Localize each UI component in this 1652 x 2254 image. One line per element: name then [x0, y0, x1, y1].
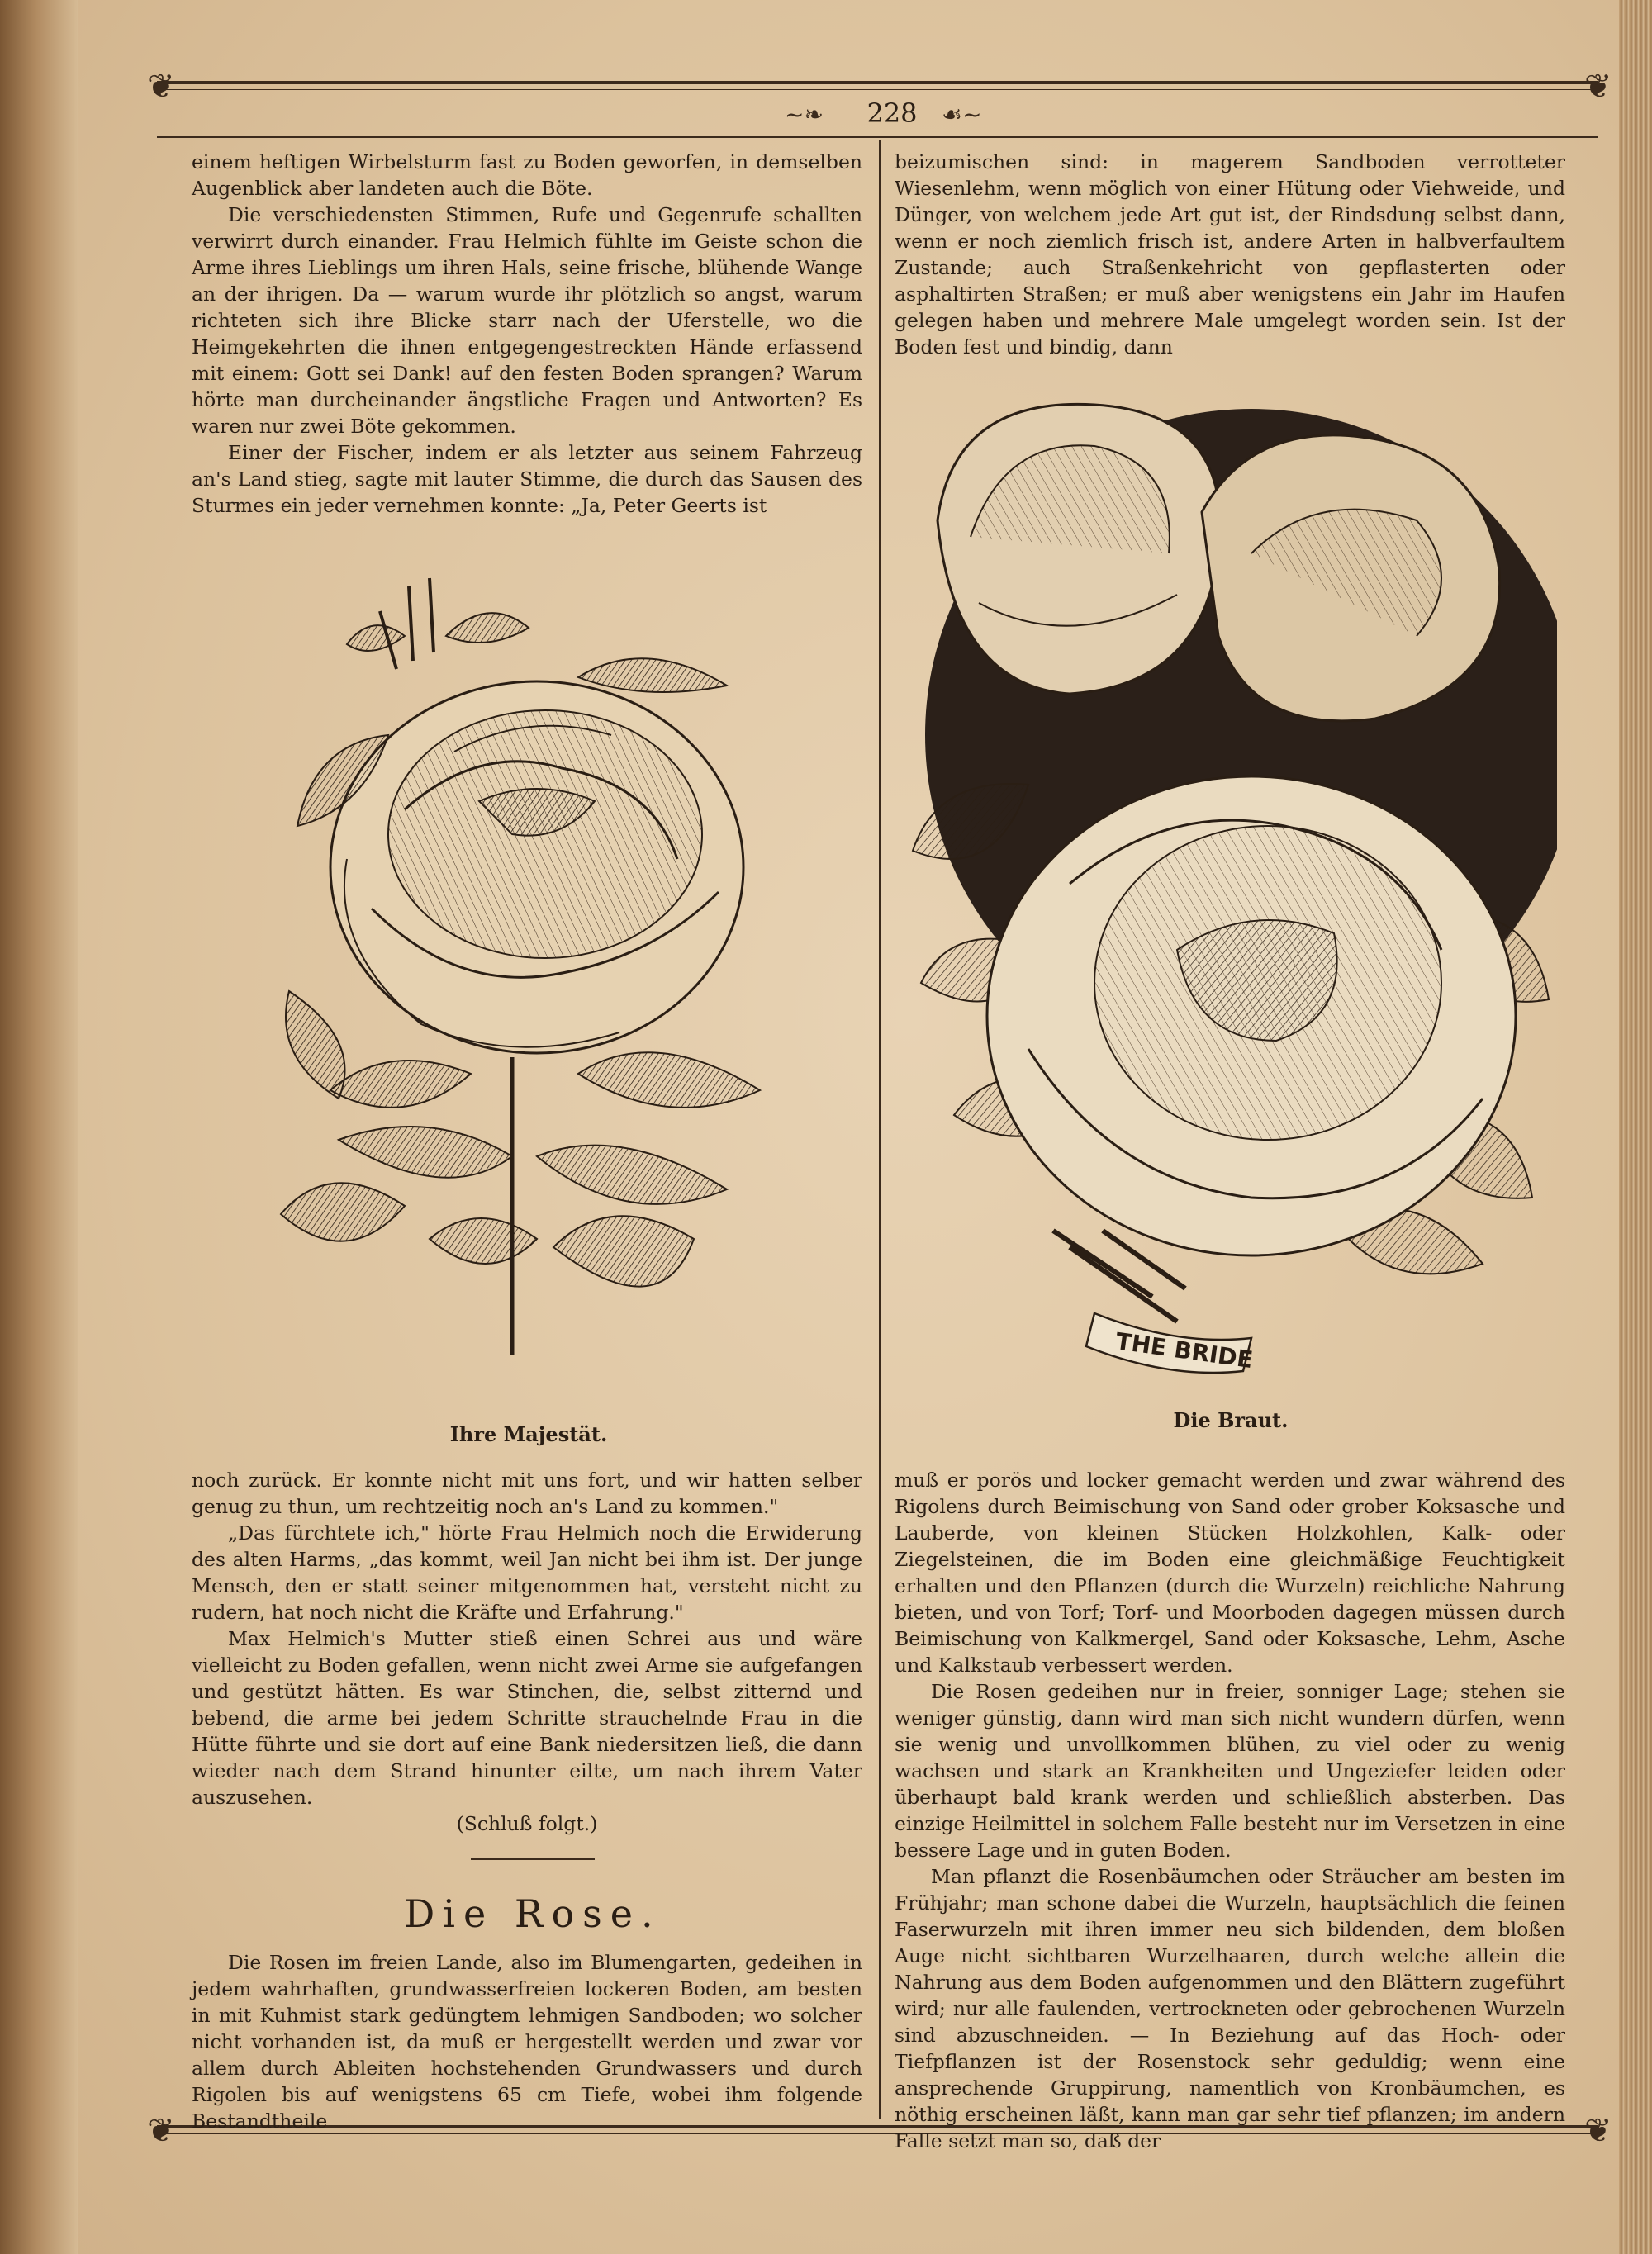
paragraph: noch zurück. Er konnte nicht mit uns fort, und wir hatten selber genug zu thun, um rechtzeitig noch an's Land zu kommen."	[192, 1469, 862, 1518]
corner-ornament-icon: ❦	[147, 2112, 175, 2150]
left-column-section-text	[192, 1949, 862, 2134]
page-edges	[1619, 0, 1652, 2254]
figure-caption-majesty: Ihre Majestät.	[449, 1422, 608, 1446]
corner-ornament-icon: ❦	[1584, 2112, 1612, 2150]
paragraph: Einer der Fischer, indem er als letzter aus seinem Fahrzeug an's Land stieg, sagte mit lauter Stimme, die durch das Sausen des Sturmes ein jeder vernehmen konnte: „Ja, Peter Geerts ist	[192, 441, 862, 517]
paragraph: „Das fürchtete ich," hörte Frau Helmich noch die Erwiderung des alten Harms, „das kommt, weil Jan nicht bei ihm ist. Der junge Mensch, den er statt seiner mitgenommen hat, versteht nicht zu rudern, hat noch nicht die Kräfte und Erfahrung."	[192, 1521, 862, 1624]
page-number: 228	[866, 97, 918, 129]
figure-ribbon-label: THE BRIDE	[1113, 1327, 1255, 1374]
paragraph: muß er porös und locker gemacht werden und zwar während des Rigolens durch Beimischung von Sand oder grober Koksasche und Lauberde, von kleinen Stücken Holzkohlen, Kalk- oder Ziegelsteinen, die im Boden eine gleichmäßige Feuchtigkeit erhalten und den Pflanzen (durch die Wurzeln) reichliche Nahrung bieten, und von Torf; Torf- und Moorboden dagegen müssen durch Beimischung von Kalkmergel, Sand oder Koksasche, Lehm, Asche und Kalkstaub verbessert werden.	[895, 1469, 1565, 1677]
paragraph: Max Helmich's Mutter stieß einen Schrei aus und wäre vielleicht zu Boden gefallen, wenn nicht zwei Arme sie aufgefangen und gestützt hätten. Es war Stinchen, die, selbst zitternd und bebend, die arme bei jedem Schritte strauchelnde Frau in die Hütte führte und sie dort auf eine Bank niedersitzen ließ, die dann wieder nach dem Strand hinunter eilte, um nach ihrem Vater auszusehen.	[192, 1627, 862, 1809]
header-rule	[157, 136, 1598, 138]
top-border-rule	[157, 81, 1598, 84]
right-column-top-text	[895, 149, 1565, 360]
corner-ornament-icon: ❦	[147, 68, 175, 106]
header-ornament-icon: ☙~	[942, 101, 982, 128]
figure-caption-bride: Die Braut.	[1173, 1408, 1289, 1432]
paragraph: einem heftigen Wirbelsturm fast zu Boden geworfen, in demselben Augenblick aber landeten auch die Böte.	[192, 150, 862, 200]
book-spine-shadow	[0, 0, 78, 2254]
end-note: (Schluß folgt.)	[456, 1812, 598, 1835]
header-ornament-icon: ~❧	[785, 101, 824, 128]
left-column-bottom-text	[192, 1467, 862, 1837]
paragraph: Die verschiedensten Stimmen, Rufe und Gegenrufe schallten verwirrt durch einander. Frau Helmich fühlte im Geiste schon die Arme ihres Lieblings um ihren Hals, seine frische, blühende Wange an der ihrigen. Da — warum wurde ihr plötzlich so angst, warum richteten sich ihre Blicke starr nach der Uferstelle, wo die Heimgekehrten die ihnen entgegengestreckten Hände erfassend mit einem: Gott sei Dank! auf den festen Boden sprangen? Warum hörte man durcheinander ängstliche Fragen und Antworten? Es waren nur zwei Böte gekommen.	[192, 203, 862, 438]
rose-illustration-bride	[904, 388, 1557, 1404]
section-separator	[471, 1858, 595, 1860]
left-column-top-text	[192, 149, 862, 519]
paragraph: Die Rosen im freien Lande, also im Blumengarten, gedeihen in jedem wahrhaften, grundwasserfreien lockeren Boden, am besten in mit Kuhmist stark gedüngtem lehmigen Sandboden; wo solcher nicht vorhanden ist, da muß er hergestellt werden und zwar vor allem durch Ableiten hochstehenden Grundwassers und durch Rigolen bis auf wenigstens 65 cm Tiefe, wobei ihm folgende Bestandtheile	[192, 1951, 862, 2133]
top-border-rule-thin	[157, 89, 1598, 90]
section-title: Die Rose.	[404, 1891, 662, 1936]
column-divider	[879, 140, 881, 2119]
corner-ornament-icon: ❦	[1584, 68, 1612, 106]
right-column-bottom-text	[895, 1467, 1565, 2154]
rose-illustration-majesty	[264, 562, 793, 1396]
paragraph: Die Rosen gedeihen nur in freier, sonniger Lage; stehen sie weniger günstig, dann wird man sich nicht wundern dürfen, wenn sie wenig und unvollkommen blühen, zu viel oder zu wenig wachsen und stark an Krankheiten und Ungeziefer leiden oder überhaupt bald krank werden und schließlich absterben. Das einzige Heilmittel in solchem Falle besteht nur im Versetzen in eine bessere Lage und in guten Boden.	[895, 1680, 1565, 1862]
paragraph: beizumischen sind: in magerem Sandboden verrotteter Wiesenlehm, wenn möglich von einer Hütung oder Viehweide, und Dünger, von welchem jede Art gut ist, der Rindsdung selbst dann, wenn er noch ziemlich frisch ist, andere Arten in halbverfaultem Zustande; auch Straßenkehricht von gepflasterten oder asphaltirten Straßen; er muß aber wenigstens ein Jahr im Haufen gelegen haben und mehrere Male umgelegt worden sein. Ist der Boden fest und bindig, dann	[895, 150, 1565, 358]
paragraph: Man pflanzt die Rosenbäumchen oder Sträucher am besten im Frühjahr; man schone dabei die Wurzeln, hauptsächlich die feinen Faserwurzeln mit ihren immer neu sich bildenden, dem bloßen Auge nicht sichtbaren Wurzelhaaren, durch welche allein die Nahrung aus dem Boden aufgenommen und den Blättern zugeführt wird; nur alle faulenden, vertrockneten oder gebrochenen Wurzeln sind abzuschneiden. — In Beziehung auf das Hoch- oder Tiefpflanzen ist der Rosenstock sehr geduldig; wenn eine ansprechende Gruppirung, namentlich von Kronbäumchen, es nöthig erscheinen läßt, kann man gar sehr tief pflanzen; im andern Falle setzt man so, daß der	[895, 1865, 1565, 2152]
